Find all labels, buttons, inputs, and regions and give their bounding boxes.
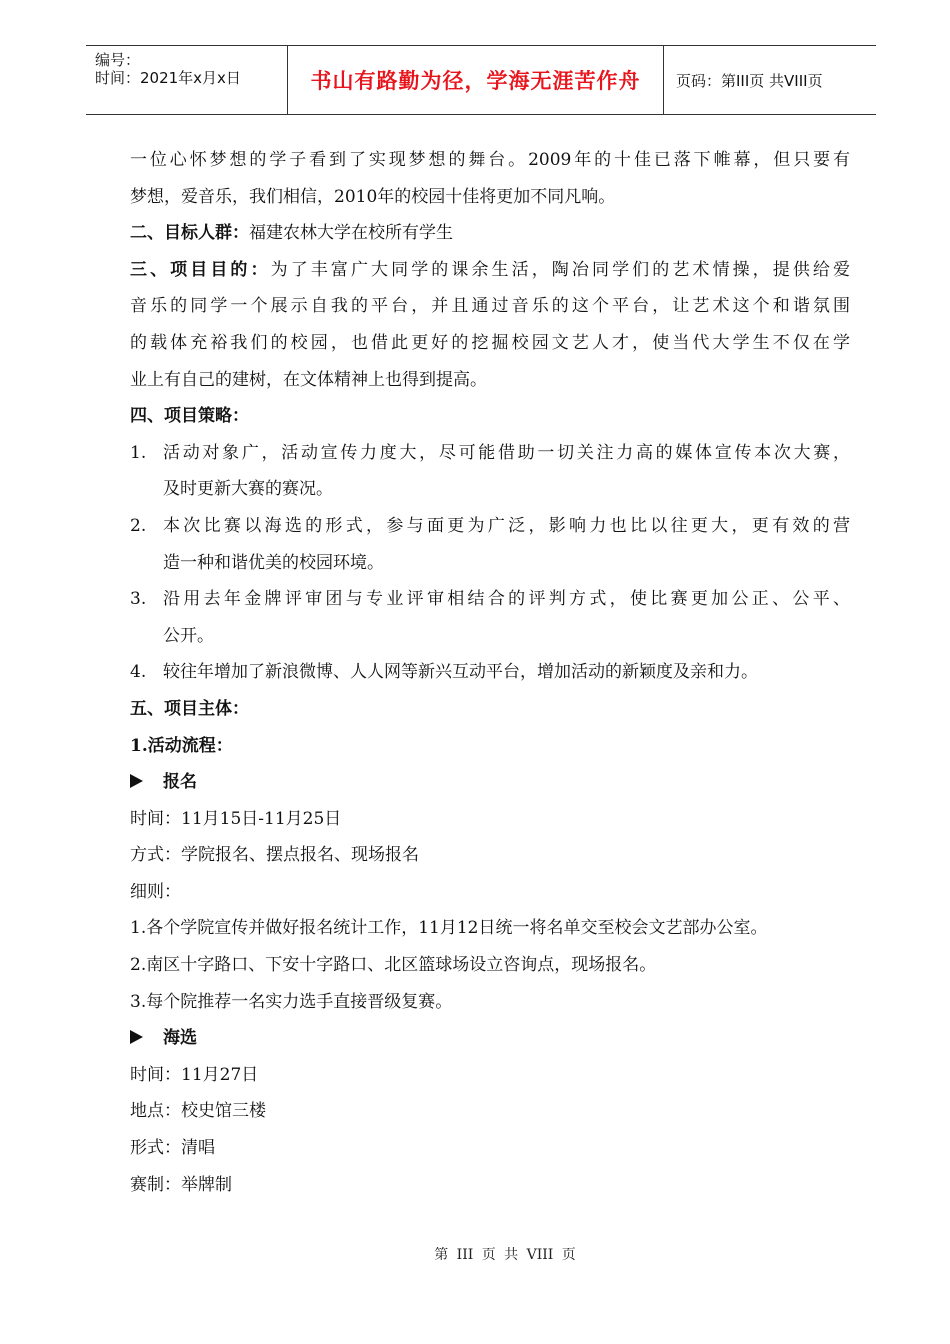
section-heading: 二、目标人群：: [130, 223, 249, 244]
list-text-continued: 及时更新大赛的赛况。: [163, 479, 333, 500]
list-text: 较往年增加了新浪微博、人人网等新兴互动平台，增加活动的新颖度及亲和力。: [163, 662, 758, 683]
signup-rule: 2.南区十字路口、下安十字路口、北区篮球场设立咨询点，现场报名。: [130, 955, 657, 976]
arrow-bullet-icon: [130, 774, 143, 788]
section-text: 为了丰富广大同学的课余生活，陶冶同学们的艺术情操，提供给爱: [270, 259, 851, 280]
motto-text: 书山有路勤为径，学海无涯苦作舟: [288, 46, 664, 114]
audition-place: 地点：校史馆三楼: [130, 1101, 266, 1122]
list-number: 1.: [130, 442, 147, 463]
stage-title: 海选: [163, 1028, 197, 1049]
list-text-continued: 公开。: [163, 625, 214, 646]
audition-format: 赛制：举牌制: [130, 1174, 232, 1195]
signup-rule: 1.各个学院宣传并做好报名统计工作，11月12日统一将名单交至校会文艺部办公室。: [130, 918, 768, 939]
page-indicator: 页码：第III页 共VIII页: [676, 71, 823, 90]
audition-time: 时间：11月27日: [130, 1064, 259, 1085]
paragraph-line: 音乐的同学一个展示自我的平台，并且通过音乐的这个平台，让艺术这个和谐氛围: [130, 296, 850, 317]
stage-title: 报名: [163, 772, 197, 793]
list-text-continued: 造一种和谐优美的校园环境。: [163, 552, 384, 573]
section-heading: 三、项目目的：: [130, 259, 271, 280]
signup-method: 方式：学院报名、摆点报名、现场报名: [130, 845, 419, 866]
intro-line: 梦想，爱音乐，我们相信，2010年的校园十佳将更加不同凡响。: [130, 186, 616, 207]
footer-page-number: 第 III 页 共 VIII 页: [434, 1247, 576, 1263]
section-heading: 五、项目主体：: [130, 698, 249, 719]
list-text: 活动对象广，活动宣传力度大，尽可能借助一切关注力高的媒体宣传本次大赛，: [163, 442, 850, 463]
signup-rule: 3.每个院推荐一名实力选手直接晋级复赛。: [130, 991, 453, 1012]
stage-heading-audition: [130, 1020, 850, 1057]
section-text: 福建农林大学在校所有学生: [249, 223, 453, 244]
list-number: 2.: [130, 515, 147, 536]
signup-time: 时间：11月15日-11月25日: [130, 808, 342, 829]
paragraph-line: 的载体充裕我们的校园，也借此更好的挖掘校园文艺人才，使当代大学生不仅在学: [130, 332, 850, 353]
list-item: [130, 435, 850, 472]
stage-heading-signup: [130, 764, 850, 801]
section-heading: 四、项目策略：: [130, 406, 249, 427]
list-item: [130, 508, 850, 545]
arrow-bullet-icon: [130, 1030, 143, 1044]
subsection-heading: 1.活动流程：: [130, 735, 233, 756]
list-text: 本次比赛以海选的形式，参与面更为广泛，影响力也比以往更大，更有效的营: [163, 515, 850, 536]
intro-line: 一位心怀梦想的学子看到了实现梦想的舞台。2009年的十佳已落下帷幕，但只要有: [130, 150, 850, 170]
header-meta-cell: [86, 46, 288, 114]
section-purpose: [130, 252, 850, 289]
document-header: [86, 45, 876, 115]
section-target-audience: [130, 215, 850, 252]
page-footer: [0, 1244, 950, 1264]
list-number: 4.: [130, 662, 147, 683]
list-text: 沿用去年金牌评审团与专业评审相结合的评判方式，使比赛更加公正、公平、: [163, 589, 850, 610]
signup-rules-label: 细则：: [130, 881, 181, 902]
list-item: [130, 654, 850, 691]
list-item: [130, 581, 850, 618]
document-body: [130, 142, 850, 1203]
serial-number-label: 编号：: [95, 51, 141, 69]
list-number: 3.: [130, 589, 147, 610]
audition-form: 形式：清唱: [130, 1138, 215, 1159]
paragraph-line: 业上有自己的建树，在文体精神上也得到提高。: [130, 369, 487, 390]
date-label: 时间：2021年x月x日: [95, 69, 241, 87]
